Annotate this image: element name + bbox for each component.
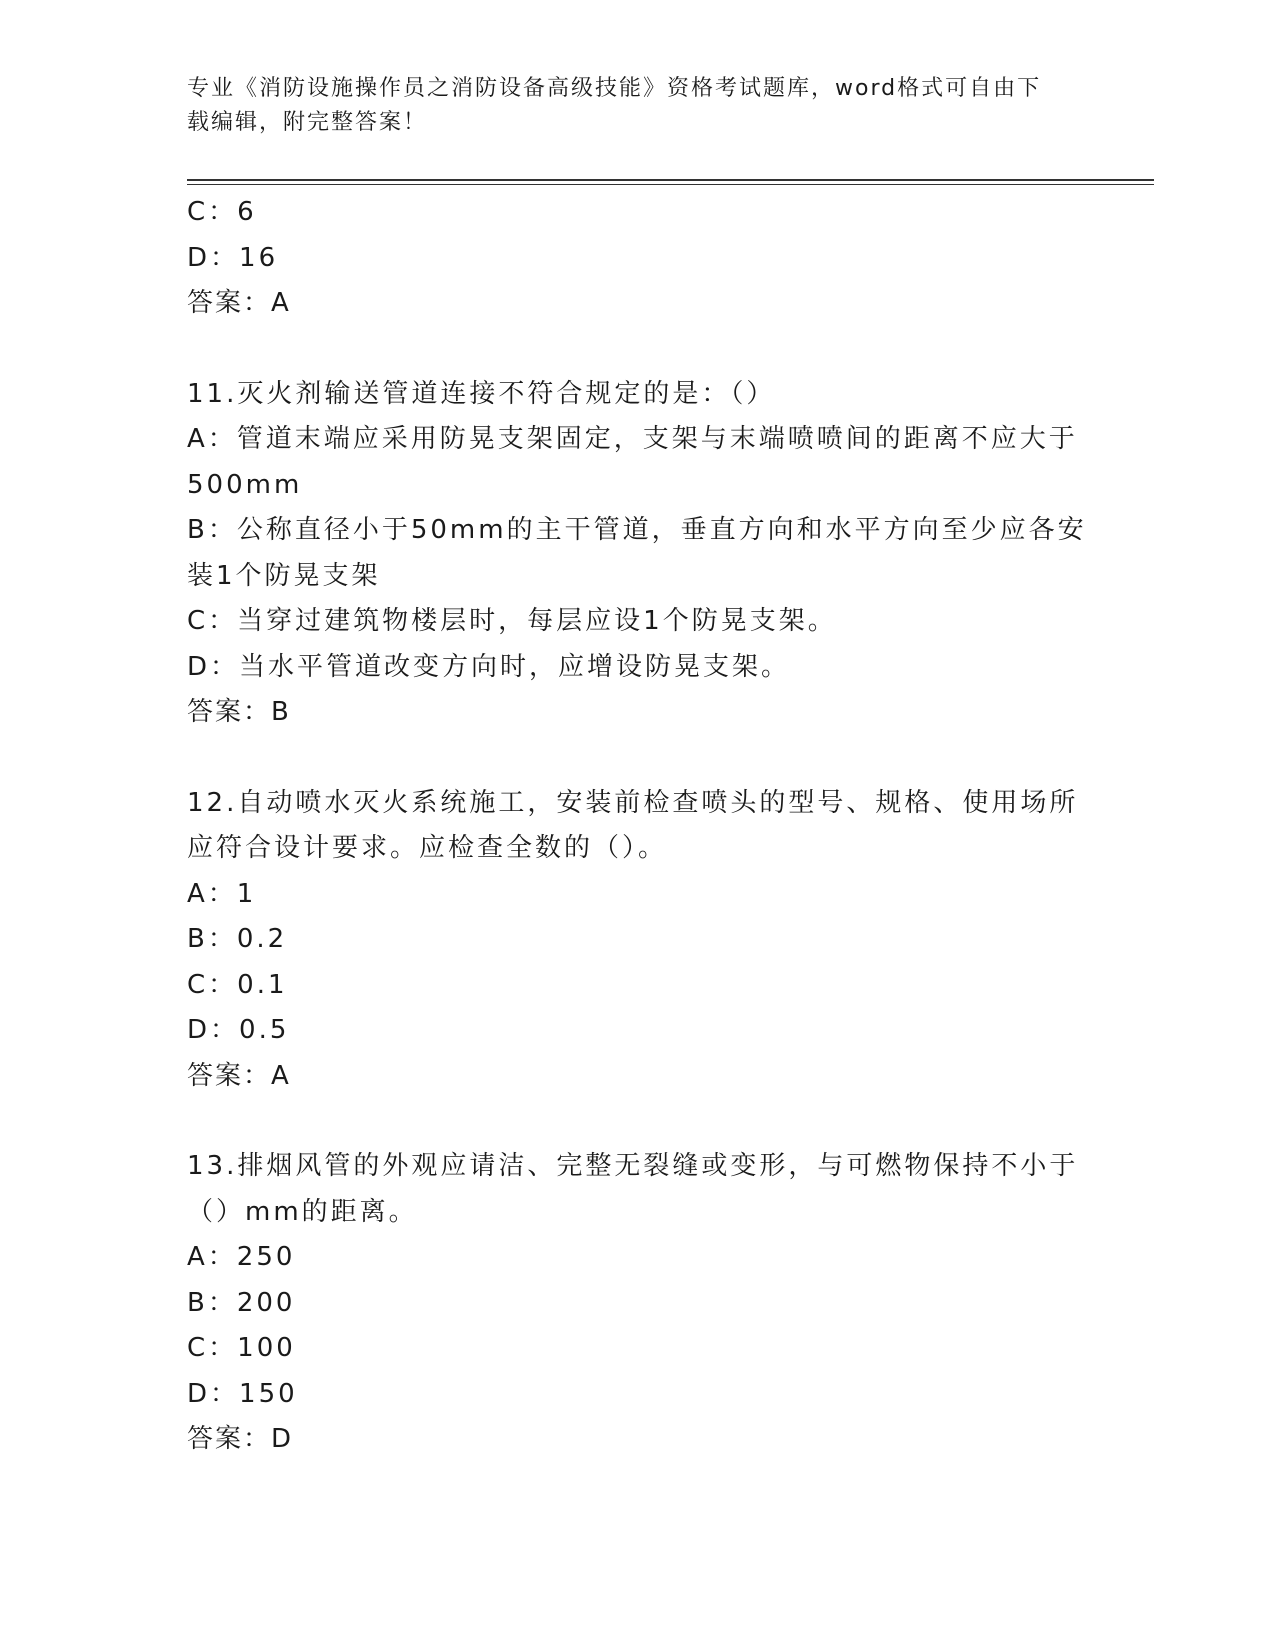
option-b: B：200 bbox=[187, 1287, 296, 1318]
option-a: A：250 bbox=[187, 1242, 296, 1272]
option-c: C：当穿过建筑物楼层时，每层应设1个防晃支架。 bbox=[187, 606, 837, 636]
question-stem: 13.排烟风管的外观应请洁、完整无裂缝或变形，与可燃物保持不小于 bbox=[187, 1151, 1079, 1181]
option-d: D：150 bbox=[187, 1378, 298, 1409]
option-c: C：0.1 bbox=[187, 969, 288, 1000]
option-d: D：16 bbox=[187, 242, 279, 273]
option-b: B：0.2 bbox=[187, 924, 288, 954]
answer-line: 答案：B bbox=[187, 697, 291, 727]
header-rule-thick bbox=[187, 179, 1154, 181]
option-a: A：1 bbox=[187, 878, 257, 909]
header-line-2: 载编辑，附完整答案！ bbox=[187, 110, 428, 135]
header-rule-thin bbox=[187, 184, 1154, 185]
question-12 bbox=[187, 781, 1087, 1100]
option-b-continued: 装1个防晃支架 bbox=[187, 560, 381, 591]
question-13 bbox=[187, 1144, 1087, 1463]
header-line-1: 专业《消防设施操作员之消防设备高级技能》资格考试题库，word格式可自由下 bbox=[187, 76, 1042, 101]
spacer bbox=[187, 327, 1087, 372]
answer-line: 答案：A bbox=[187, 288, 291, 318]
previous-question-tail bbox=[187, 190, 1087, 327]
question-11 bbox=[187, 372, 1087, 736]
option-b: B：公称直径小于50mm的主干管道，垂直方向和水平方向至少应各安 bbox=[187, 515, 1087, 545]
spacer bbox=[187, 736, 1087, 781]
option-d: D：当水平管道改变方向时，应增设防晃支架。 bbox=[187, 651, 791, 682]
option-a-continued: 500mm bbox=[187, 469, 303, 500]
spacer bbox=[187, 1099, 1087, 1144]
answer-line: 答案：D bbox=[187, 1424, 294, 1454]
document-body bbox=[187, 190, 1087, 1463]
document-header bbox=[187, 72, 1087, 140]
option-c: C：100 bbox=[187, 1333, 296, 1363]
option-c: C：6 bbox=[187, 197, 257, 227]
option-a: A：管道末端应采用防晃支架固定，支架与末端喷喷间的距离不应大于 bbox=[187, 424, 1078, 454]
question-stem-continued: （）mm的距离。 bbox=[187, 1196, 418, 1227]
option-d: D：0.5 bbox=[187, 1015, 290, 1045]
question-stem-continued: 应符合设计要求。应检查全数的（）。 bbox=[187, 833, 668, 863]
question-stem: 11.灭火剂输送管道连接不符合规定的是：（） bbox=[187, 378, 776, 409]
answer-line: 答案：A bbox=[187, 1060, 291, 1091]
question-stem: 12.自动喷水灭火系统施工，安装前检查喷头的型号、规格、使用场所 bbox=[187, 787, 1079, 818]
